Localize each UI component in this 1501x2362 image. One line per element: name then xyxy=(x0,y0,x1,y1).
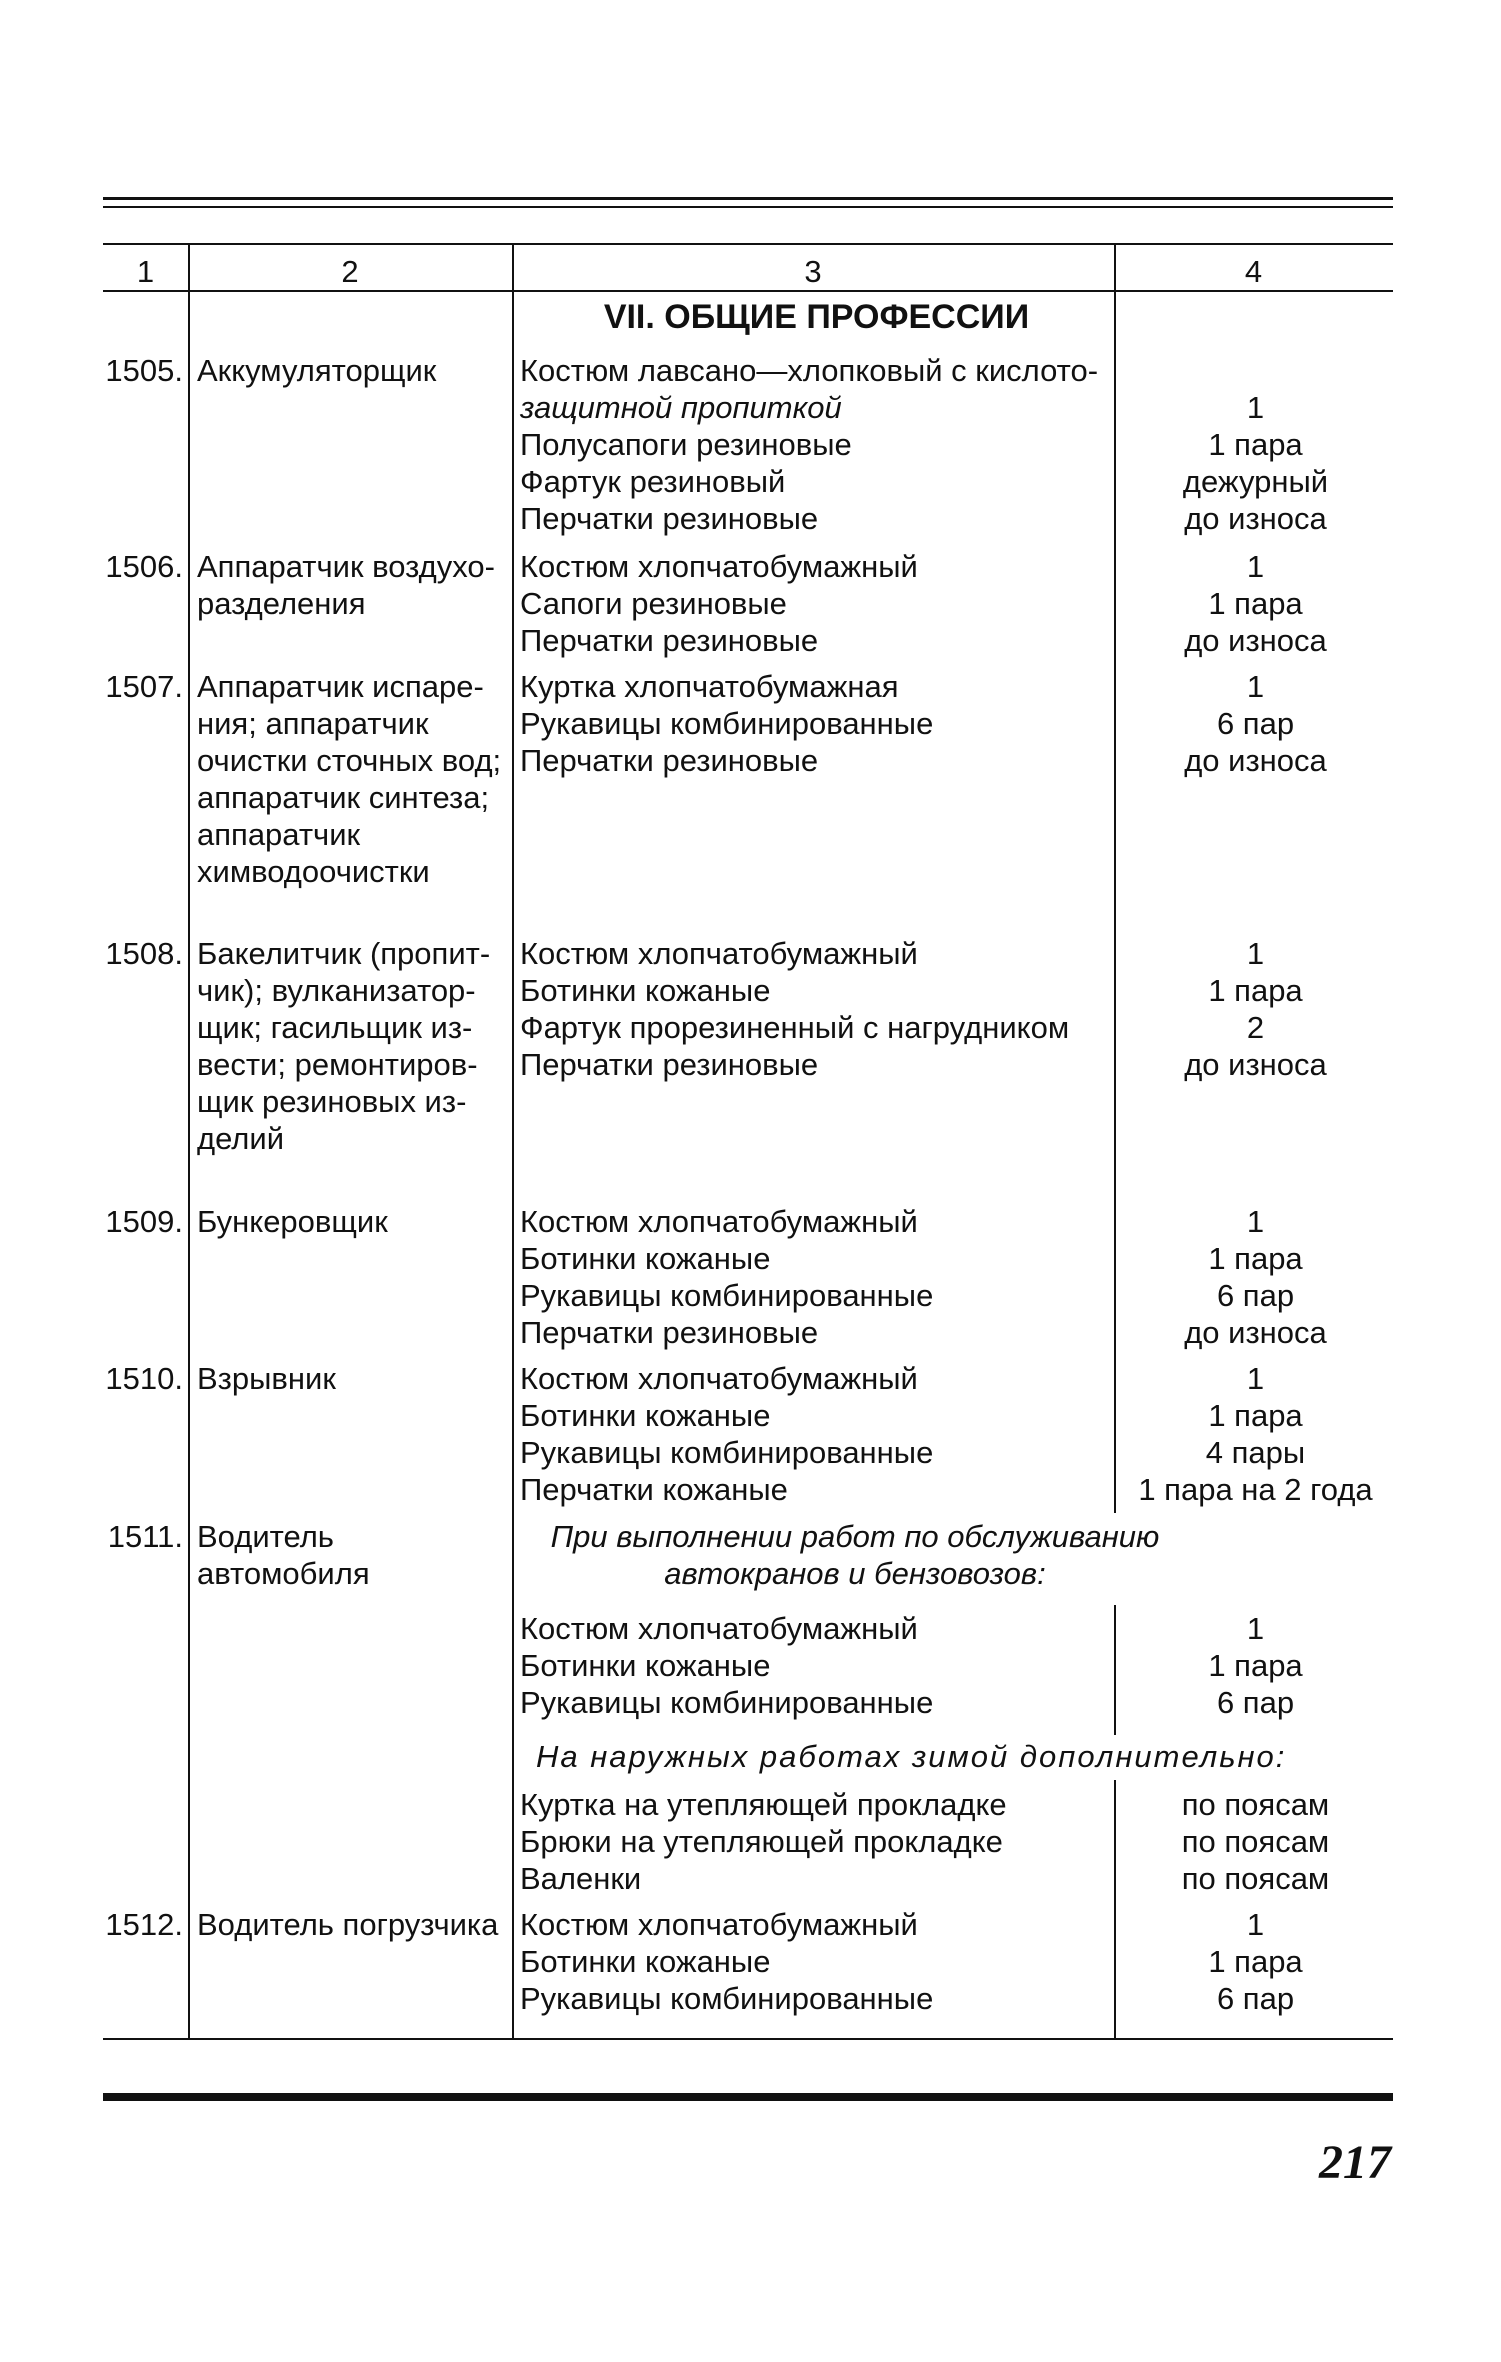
item-norm: 1 xyxy=(1246,390,1265,425)
item-name: Ботинки кожаные xyxy=(520,1241,771,1276)
item-name: Рукавицы комбинированные xyxy=(520,1435,934,1470)
item-norm: 6 пар xyxy=(1216,1685,1295,1720)
item-name: Костюм хлопчатобумажный xyxy=(520,936,918,971)
row-number: 1509. xyxy=(105,1204,183,1239)
item-name: Ботинки кожаные xyxy=(520,1648,771,1683)
item-norm: 1 xyxy=(1246,1204,1265,1239)
item-name: Перчатки резиновые xyxy=(520,743,819,778)
item-name: Костюм хлопчатобумажный xyxy=(520,1611,918,1646)
profession: Водитель погрузчика xyxy=(197,1907,499,1942)
col-divider-1 xyxy=(188,243,190,2038)
item-name: Брюки на утепляющей прокладке xyxy=(520,1824,1003,1859)
item-name: Перчатки резиновые xyxy=(520,623,819,658)
item-norm: 6 пар xyxy=(1216,1278,1295,1313)
row-number: 1508. xyxy=(105,936,183,971)
column-header-3: 3 xyxy=(804,254,822,289)
item-norm: дежурный xyxy=(1182,464,1329,499)
item-norm: 4 пары xyxy=(1205,1435,1306,1470)
section-title: VII. ОБЩИЕ ПРОФЕССИИ xyxy=(603,298,1030,336)
item-norm: 1 пара xyxy=(1208,973,1303,1008)
profession: Водитель автомобиля xyxy=(197,1519,370,1591)
column-header-2: 2 xyxy=(341,254,359,289)
item-norm: 1 пара на 2 года xyxy=(1138,1472,1373,1507)
column-header-1: 1 xyxy=(136,254,155,289)
item-name: Фартук резиновый xyxy=(520,464,786,499)
top-rule-2 xyxy=(103,206,1393,208)
item-norm: 1 пара xyxy=(1208,1648,1303,1683)
item-name: Костюм хлопчатобумажный xyxy=(520,549,918,584)
header-bottom-line xyxy=(103,290,1393,292)
item-name: защитной пропиткой xyxy=(520,390,842,425)
item-name: Рукавицы комбинированные xyxy=(520,1685,934,1720)
item-name: Фартук прорезиненный с нагрудником xyxy=(520,1010,1070,1045)
item-norm: до износа xyxy=(1184,1047,1327,1082)
item-name: Ботинки кожаные xyxy=(520,973,771,1008)
col-divider-3a xyxy=(1114,243,1116,1513)
item-norm: 1 пара xyxy=(1208,586,1303,621)
col-divider-3b xyxy=(1114,1605,1116,1735)
profession: Аппаратчик испаре-ния; аппаратчик очистки сточных вод; аппаратчик синтеза; аппаратчик химводоочистки xyxy=(197,669,502,889)
footer-thick-rule xyxy=(103,2093,1393,2101)
item-norm: до износа xyxy=(1184,623,1327,658)
top-rule-1 xyxy=(103,197,1393,200)
item-name: Куртка хлопчатобумажная xyxy=(520,669,899,704)
item-norm: до износа xyxy=(1184,743,1327,778)
condition-note: При выполнении работ по обслуживанию автокранов и бензовозов: xyxy=(550,1519,1160,1591)
profession: Бункеровщик xyxy=(197,1204,388,1239)
item-norm: до износа xyxy=(1184,1315,1327,1350)
row-number: 1510. xyxy=(105,1361,183,1396)
item-norm: по поясам xyxy=(1181,1824,1330,1859)
item-name: Валенки xyxy=(520,1861,642,1896)
row-number: 1512. xyxy=(105,1907,183,1942)
item-norm: 1 xyxy=(1246,1611,1265,1646)
item-norm: 1 пара xyxy=(1208,1398,1303,1433)
item-name: Костюм хлопчатобумажный xyxy=(520,1204,918,1239)
item-norm: 1 пара xyxy=(1208,427,1303,462)
item-norm: 1 xyxy=(1246,549,1265,584)
item-norm: 1 xyxy=(1246,669,1265,704)
item-name: Перчатки резиновые xyxy=(520,1047,819,1082)
item-name: Костюм хлопчатобумажный xyxy=(520,1907,918,1942)
item-norm: 1 пара xyxy=(1208,1944,1303,1979)
item-name: Рукавицы комбинированные xyxy=(520,1278,934,1313)
profession: Аппаратчик воздухо-разделения xyxy=(197,549,495,621)
page-number: 217 xyxy=(1319,2136,1391,2189)
col-divider-2 xyxy=(512,243,514,2038)
item-name: Полусапоги резиновые xyxy=(520,427,852,462)
item-name: Рукавицы комбинированные xyxy=(520,1981,934,2016)
item-name: Ботинки кожаные xyxy=(520,1398,771,1433)
item-name: Рукавицы комбинированные xyxy=(520,706,934,741)
item-name: Сапоги резиновые xyxy=(520,586,787,621)
item-norm: 6 пар xyxy=(1216,706,1295,741)
item-name: Костюм лавсано—хлопковый с кислото- xyxy=(520,353,1099,388)
item-norm: по поясам xyxy=(1181,1787,1330,1822)
item-norm: 1 xyxy=(1246,1907,1265,1942)
row-number: 1511. xyxy=(107,1519,183,1554)
item-norm: 6 пар xyxy=(1216,1981,1295,2016)
item-norm: до износа xyxy=(1184,501,1327,536)
item-norm: 1 пара xyxy=(1208,1241,1303,1276)
table-bottom-line xyxy=(103,2038,1393,2040)
row-number: 1505. xyxy=(105,353,183,388)
item-name: Перчатки резиновые xyxy=(520,1315,819,1350)
profession: Взрывник xyxy=(197,1361,336,1396)
column-header-4: 4 xyxy=(1244,254,1263,289)
profession: Бакелитчик (пропит-чик); вулканизатор-щик; гасильщик из-вести; ремонтиров-щик резиновых из-делий xyxy=(197,936,491,1156)
condition-note: На наружных работах зимой дополнительно: xyxy=(536,1739,1287,1774)
item-norm: 1 xyxy=(1246,936,1265,971)
item-name: Перчатки кожаные xyxy=(520,1472,788,1507)
item-norm: 2 xyxy=(1246,1010,1265,1045)
profession: Аккумуляторщик xyxy=(197,353,437,388)
header-top-line xyxy=(103,243,1393,245)
item-norm: 1 xyxy=(1246,1361,1265,1396)
row-number: 1507. xyxy=(105,669,183,704)
item-norm: по поясам xyxy=(1181,1861,1330,1896)
item-name: Куртка на утепляющей прокладке xyxy=(520,1787,1007,1822)
item-name: Перчатки резиновые xyxy=(520,501,819,536)
col-divider-3c xyxy=(1114,1780,1116,2038)
row-number: 1506. xyxy=(105,549,183,584)
item-name: Ботинки кожаные xyxy=(520,1944,771,1979)
item-name: Костюм хлопчатобумажный xyxy=(520,1361,918,1396)
